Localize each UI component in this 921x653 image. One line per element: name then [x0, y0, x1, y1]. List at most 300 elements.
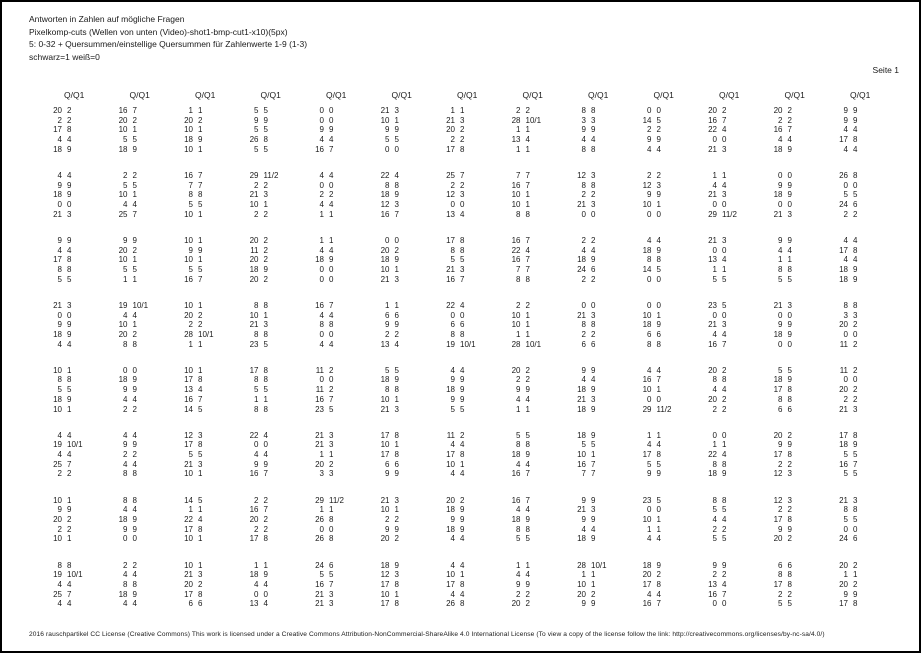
table-cell: 1 1 [254, 560, 268, 570]
table-cell: 0 0 [712, 430, 727, 440]
table-cell: 29 11/2 [642, 404, 672, 414]
table-cell: 10 1 [184, 534, 203, 544]
table-cell: 4 4 [581, 375, 596, 385]
table-cell: 20 2 [708, 394, 727, 404]
table-cell: 9 9 [516, 385, 530, 395]
table-cell: 9 9 [581, 495, 596, 505]
table-cell: 20 2 [249, 515, 268, 524]
table-cell: 10 1 [642, 515, 661, 524]
table-cell: 20 2 [315, 459, 334, 469]
table-cell: 18 9 [249, 570, 268, 580]
table-cell: 2 2 [581, 235, 596, 245]
table-cell: 12 3 [446, 190, 465, 200]
table-cell: 4 4 [57, 339, 72, 349]
table-cell: 10 1 [118, 190, 137, 200]
table-cell: 0 0 [319, 329, 334, 339]
table-cell: 10 1 [380, 115, 399, 125]
table-cell: 8 8 [188, 190, 203, 200]
column-header: Q/Q1 [457, 90, 478, 100]
table-cell: 2 2 [254, 209, 268, 219]
table-cell: 20 2 [380, 534, 399, 544]
table-cell: 1 1 [123, 274, 137, 284]
table-cell: 9 9 [581, 365, 596, 375]
table-cell: 4 4 [57, 170, 72, 180]
table-cell: 8 8 [123, 579, 137, 589]
table-block [42, 106, 902, 154]
table-cell: 18 9 [118, 589, 137, 599]
table-cell: 19 10/1 [118, 300, 149, 310]
table-cell: 0 0 [254, 440, 268, 450]
table-cell: 2 2 [581, 274, 596, 284]
table-cell: 16 7 [249, 469, 268, 479]
table-cell: 9 9 [647, 190, 661, 200]
table-cell: 0 0 [385, 144, 399, 154]
table-cell: 18 9 [642, 560, 661, 570]
table-cell: 20 2 [380, 245, 399, 255]
table-cell: 5 5 [712, 534, 727, 544]
table-cell: 21 3 [315, 589, 334, 599]
table-cell: 18 9 [773, 329, 792, 339]
table-cell: 5 5 [254, 106, 268, 115]
table-cell: 17 8 [446, 579, 465, 589]
table-cell: 12 3 [380, 200, 399, 209]
table-cell: 4 4 [123, 310, 137, 320]
table-cell: 18 9 [315, 255, 334, 265]
table-cell: 3 3 [843, 310, 858, 320]
table-cell: 9 9 [450, 375, 465, 385]
table-cell: 1 1 [385, 300, 399, 310]
table-cell: 10 1 [53, 534, 72, 544]
table-cell: 18 9 [53, 190, 72, 200]
table-cell: 12 3 [380, 570, 399, 580]
table-cell: 18 9 [380, 375, 399, 385]
table-cell: 4 4 [123, 599, 137, 609]
table-row [42, 505, 902, 515]
table-cell: 10 1 [184, 235, 203, 245]
table-cell: 4 4 [57, 135, 72, 145]
table-cell: 8 8 [516, 274, 530, 284]
table-cell: 16 7 [511, 469, 530, 479]
table-cell: 2 2 [123, 450, 137, 460]
table-cell: 17 8 [839, 245, 858, 255]
table-cell: 0 0 [450, 200, 465, 209]
table-cell: 20 2 [118, 115, 137, 125]
table-cell: 16 7 [577, 459, 596, 469]
table-cell: 0 0 [843, 524, 858, 534]
table-cell: 17 8 [773, 450, 792, 460]
table-cell: 10 1 [642, 385, 661, 395]
table-cell: 18 9 [53, 329, 72, 339]
table-cell: 9 9 [778, 235, 792, 245]
table-cell: 4 4 [123, 394, 137, 404]
table-cell: 2 2 [254, 180, 268, 190]
table-cell: 10 1 [184, 469, 203, 479]
table-cell: 6 6 [450, 320, 465, 330]
document-header [29, 13, 307, 63]
table-cell: 24 6 [577, 264, 596, 274]
table-cell: 10 1 [118, 255, 137, 265]
table-row [42, 135, 902, 145]
table-cell: 21 3 [380, 495, 399, 505]
table-cell: 10 1 [446, 570, 465, 580]
table-cell: 20 2 [118, 245, 137, 255]
table-cell: 9 9 [57, 505, 72, 515]
table-cell: 1 1 [712, 170, 727, 180]
table-cell: 28 10/1 [577, 560, 607, 570]
table-cell: 6 6 [188, 599, 203, 609]
table-cell: 2 2 [254, 495, 268, 505]
table-cell: 21 3 [773, 209, 792, 219]
table-cell: 9 9 [778, 524, 792, 534]
column-header: Q/Q1 [195, 90, 216, 100]
table-cell: 21 3 [184, 570, 203, 580]
table-cell: 5 5 [647, 459, 661, 469]
table-header-row [42, 90, 902, 103]
table-cell: 10 1 [511, 310, 530, 320]
table-cell: 20 2 [446, 125, 465, 135]
table-cell: 4 4 [516, 505, 530, 515]
table-cell: 8 8 [123, 469, 137, 479]
table-block [42, 171, 902, 219]
table-cell: 2 2 [57, 469, 72, 479]
table-cell: 9 9 [581, 599, 596, 609]
table-cell: 17 8 [249, 534, 268, 544]
table-cell: 9 9 [254, 115, 268, 125]
table-row [42, 496, 902, 506]
table-cell: 22 4 [708, 450, 727, 460]
table-cell: 2 2 [778, 459, 792, 469]
table-cell: 9 9 [188, 245, 203, 255]
table-cell: 10 1 [184, 300, 203, 310]
table-cell: 17 8 [380, 599, 399, 609]
table-cell: 0 0 [385, 235, 399, 245]
table-cell: 23 5 [315, 404, 334, 414]
table-cell: 0 0 [319, 180, 334, 190]
header-legend: schwarz=1 weiß=0 [29, 51, 100, 62]
table-cell: 8 8 [581, 320, 596, 330]
table-cell: 8 8 [843, 300, 858, 310]
table-cell: 5 5 [843, 469, 858, 479]
table-cell: 0 0 [319, 375, 334, 385]
table-cell: 5 5 [123, 135, 137, 145]
table-cell: 17 8 [839, 430, 858, 440]
table-block [42, 496, 902, 544]
table-cell: 7 7 [188, 180, 203, 190]
table-cell: 2 2 [712, 570, 727, 580]
table-cell: 29 11/2 [315, 495, 344, 505]
table-cell: 16 7 [511, 180, 530, 190]
table-row [42, 116, 902, 126]
table-cell: 9 9 [778, 440, 792, 450]
table-cell: 13 4 [184, 385, 203, 395]
table-cell: 2 2 [450, 180, 465, 190]
table-cell: 0 0 [581, 209, 596, 219]
table-cell: 10 1 [380, 394, 399, 404]
table-cell: 21 3 [708, 144, 727, 154]
table-cell: 0 0 [123, 365, 137, 375]
table-cell: 24 6 [315, 560, 334, 570]
table-cell: 8 8 [778, 264, 792, 274]
table-cell: 17 8 [380, 579, 399, 589]
table-cell: 10 1 [53, 365, 72, 375]
table-cell: 8 8 [57, 560, 72, 570]
table-cell: 4 4 [123, 505, 137, 515]
table-cell: 1 1 [516, 125, 530, 135]
table-cell: 20 2 [708, 106, 727, 115]
table-cell: 5 5 [385, 365, 399, 375]
table-cell: 21 3 [380, 106, 399, 115]
table-cell: 0 0 [57, 200, 72, 209]
table-cell: 21 3 [380, 404, 399, 414]
table-row [42, 385, 902, 395]
table-cell: 5 5 [778, 599, 792, 609]
table-cell: 1 1 [516, 329, 530, 339]
table-cell: 18 9 [839, 274, 858, 284]
table-cell: 18 9 [249, 264, 268, 274]
table-cell: 26 8 [839, 170, 858, 180]
table-cell: 18 9 [446, 385, 465, 395]
table-cell: 13 4 [511, 135, 530, 145]
table-cell: 1 1 [319, 209, 334, 219]
table-cell: 16 7 [708, 339, 727, 349]
column-header: Q/Q1 [260, 90, 281, 100]
table-cell: 1 1 [712, 440, 727, 450]
table-cell: 23 5 [708, 300, 727, 310]
table-cell: 1 1 [647, 524, 661, 534]
table-cell: 2 2 [57, 115, 72, 125]
table-row [42, 580, 902, 590]
table-row [42, 210, 902, 220]
table-cell: 9 9 [581, 515, 596, 524]
table-cell: 4 4 [57, 599, 72, 609]
table-cell: 22 4 [249, 430, 268, 440]
table-row [42, 320, 902, 330]
table-cell: 5 5 [778, 274, 792, 284]
table-cell: 5 5 [123, 180, 137, 190]
table-cell: 10 1 [249, 200, 268, 209]
table-cell: 4 4 [516, 394, 530, 404]
table-cell: 18 9 [118, 515, 137, 524]
table-row [42, 106, 902, 116]
table-cell: 0 0 [712, 310, 727, 320]
table-cell: 9 9 [843, 589, 858, 599]
table-cell: 9 9 [450, 515, 465, 524]
table-cell: 4 4 [450, 469, 465, 479]
table-cell: 16 7 [315, 394, 334, 404]
table-cell: 4 4 [450, 589, 465, 599]
table-cell: 0 0 [254, 589, 268, 599]
table-cell: 4 4 [123, 459, 137, 469]
table-cell: 25 7 [53, 589, 72, 599]
table-cell: 11 2 [315, 385, 334, 395]
table-cell: 7 7 [516, 170, 530, 180]
table-cell: 1 1 [843, 570, 858, 580]
table-cell: 2 2 [581, 190, 596, 200]
table-cell: 0 0 [778, 310, 792, 320]
table-cell: 4 4 [319, 135, 334, 145]
table-cell: 18 9 [511, 450, 530, 460]
table-cell: 4 4 [647, 144, 661, 154]
table-cell: 10 1 [53, 495, 72, 505]
table-cell: 20 2 [184, 115, 203, 125]
table-cell: 29 11/2 [708, 209, 737, 219]
table-cell: 17 8 [184, 589, 203, 599]
table-block [42, 561, 902, 609]
column-header: Q/Q1 [850, 90, 871, 100]
table-cell: 5 5 [843, 450, 858, 460]
table-cell: 2 2 [843, 394, 858, 404]
table-cell: 1 1 [188, 339, 203, 349]
table-cell: 5 5 [123, 264, 137, 274]
table-cell: 5 5 [57, 385, 72, 395]
table-cell: 18 9 [446, 524, 465, 534]
table-cell: 4 4 [778, 135, 792, 145]
table-cell: 9 9 [123, 235, 137, 245]
table-cell: 20 2 [249, 235, 268, 245]
table-cell: 20 2 [839, 320, 858, 330]
table-cell: 9 9 [254, 459, 268, 469]
table-cell: 19 10/1 [53, 440, 83, 450]
table-cell: 5 5 [778, 365, 792, 375]
table-cell: 20 2 [184, 310, 203, 320]
table-row [42, 246, 902, 256]
table-cell: 18 9 [577, 430, 596, 440]
table-cell: 9 9 [385, 320, 399, 330]
table-cell: 1 1 [188, 505, 203, 515]
table-cell: 8 8 [778, 394, 792, 404]
table-row [42, 265, 902, 275]
table-cell: 10 1 [184, 560, 203, 570]
table-cell: 17 8 [184, 375, 203, 385]
table-cell: 9 9 [57, 320, 72, 330]
page-number-label: Seite 1 [872, 65, 899, 75]
table-cell: 21 3 [577, 200, 596, 209]
table-cell: 8 8 [254, 375, 268, 385]
table-cell: 16 7 [184, 170, 203, 180]
table-row [42, 450, 902, 460]
table-cell: 18 9 [642, 245, 661, 255]
table-cell: 21 3 [249, 190, 268, 200]
table-cell: 19 10/1 [446, 339, 476, 349]
table-cell: 8 8 [516, 524, 530, 534]
table-block [42, 236, 902, 284]
table-cell: 6 6 [647, 329, 661, 339]
table-cell: 16 7 [249, 505, 268, 515]
table-cell: 8 8 [450, 329, 465, 339]
table-cell: 5 5 [712, 505, 727, 515]
table-cell: 20 2 [839, 579, 858, 589]
table-cell: 2 2 [581, 329, 596, 339]
table-cell: 20 2 [708, 365, 727, 375]
table-cell: 5 5 [712, 274, 727, 284]
table-cell: 10 1 [118, 125, 137, 135]
table-row [42, 255, 902, 265]
table-cell: 4 4 [450, 560, 465, 570]
table-cell: 20 2 [511, 599, 530, 609]
table-cell: 18 9 [118, 375, 137, 385]
table-row [42, 236, 902, 246]
table-row [42, 534, 902, 544]
table-cell: 2 2 [647, 125, 661, 135]
table-row [42, 145, 902, 155]
table-cell: 4 4 [57, 450, 72, 460]
table-cell: 8 8 [712, 495, 727, 505]
table-cell: 1 1 [319, 450, 334, 460]
table-row [42, 469, 902, 479]
table-cell: 1 1 [319, 505, 334, 515]
table-cell: 0 0 [778, 339, 792, 349]
table-cell: 9 9 [843, 115, 858, 125]
table-cell: 6 6 [778, 560, 792, 570]
table-cell: 5 5 [516, 430, 530, 440]
table-cell: 9 9 [319, 125, 334, 135]
table-cell: 13 4 [446, 209, 465, 219]
table-row [42, 561, 902, 571]
table-cell: 0 0 [319, 524, 334, 534]
table-row [42, 190, 902, 200]
table-cell: 1 1 [516, 560, 530, 570]
table-cell: 28 10/1 [511, 339, 542, 349]
table-cell: 2 2 [385, 329, 399, 339]
table-cell: 18 9 [184, 135, 203, 145]
table-cell: 1 1 [516, 144, 530, 154]
table-cell: 10 1 [642, 200, 661, 209]
table-cell: 4 4 [254, 450, 268, 460]
table-cell: 21 3 [53, 300, 72, 310]
table-cell: 18 9 [511, 515, 530, 524]
table-cell: 6 6 [778, 404, 792, 414]
table-cell: 18 9 [118, 144, 137, 154]
table-cell: 16 7 [839, 459, 858, 469]
table-cell: 2 2 [319, 190, 334, 200]
table-cell: 20 2 [773, 430, 792, 440]
table-cell: 10 1 [53, 404, 72, 414]
table-cell: 4 4 [778, 245, 792, 255]
table-cell: 2 2 [516, 589, 530, 599]
table-cell: 16 7 [446, 274, 465, 284]
table-cell: 18 9 [839, 264, 858, 274]
table-cell: 2 2 [516, 106, 530, 115]
table-cell: 2 2 [516, 300, 530, 310]
table-cell: 0 0 [647, 394, 661, 404]
table-cell: 0 0 [319, 115, 334, 125]
table-cell: 12 3 [642, 180, 661, 190]
table-cell: 21 3 [708, 190, 727, 200]
table-cell: 4 4 [516, 459, 530, 469]
table-cell: 26 8 [315, 534, 334, 544]
table-cell: 4 4 [843, 125, 858, 135]
table-cell: 5 5 [319, 570, 334, 580]
table-row [42, 330, 902, 340]
table-cell: 8 8 [319, 320, 334, 330]
license-footer: 2016 rauschpartikel CC License (Creative Commons) This work is licensed under a Creative Commons Attribution-NonCommercial-ShareAlike 4.0 International License (To view a copy of the license follow the link: http://creativecommons.org/licenses/by-nc-sa/4.0/) [29, 631, 825, 638]
table-cell: 9 9 [57, 180, 72, 190]
table-cell: 26 8 [249, 135, 268, 145]
table-cell: 20 2 [839, 385, 858, 395]
table-cell: 1 1 [319, 235, 334, 245]
table-cell: 16 7 [642, 375, 661, 385]
table-cell: 17 8 [249, 365, 268, 375]
table-cell: 4 4 [319, 170, 334, 180]
table-cell: 28 10/1 [511, 115, 542, 125]
table-cell: 17 8 [839, 135, 858, 145]
table-cell: 20 2 [773, 534, 792, 544]
table-block [42, 301, 902, 349]
table-cell: 8 8 [516, 209, 530, 219]
table-cell: 18 9 [839, 440, 858, 450]
table-cell: 3 3 [319, 469, 334, 479]
table-cell: 1 1 [254, 394, 268, 404]
